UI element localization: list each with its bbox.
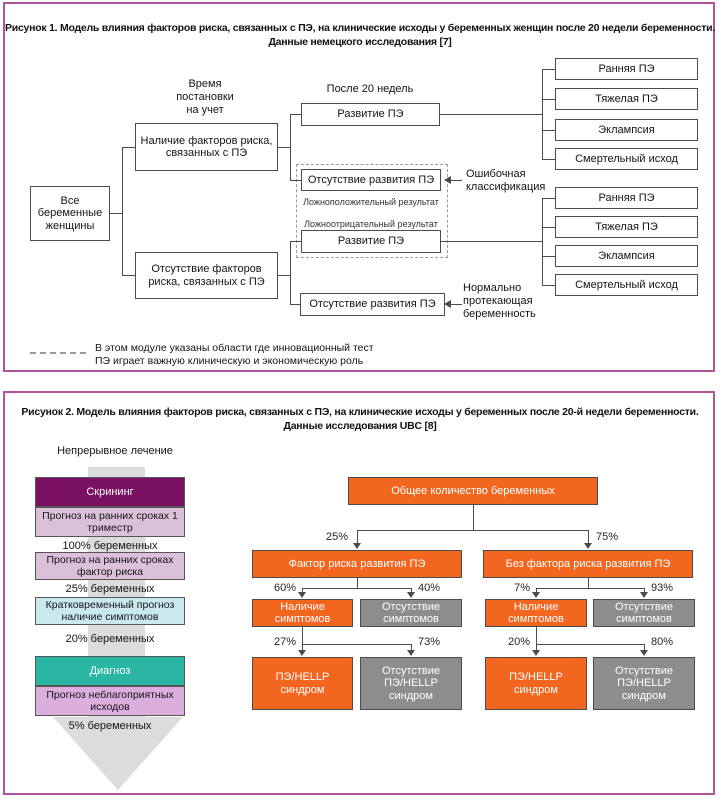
node-risk-factor: Фактор риска развития ПЭ	[252, 550, 462, 578]
arrow-down-icon	[407, 650, 415, 656]
connector-line	[536, 644, 644, 645]
figure2-title-line2: Данные исследования UBC [8]	[283, 420, 437, 432]
arrow-down-icon	[532, 650, 540, 656]
label-continuous-treatment: Непрерывное лечение	[57, 445, 173, 457]
label-no-risk-no-symptoms-pct: 93%	[651, 582, 674, 594]
connector-line	[290, 114, 291, 181]
connector-line	[122, 147, 123, 275]
connector-line	[440, 114, 542, 115]
connector-line	[536, 627, 537, 650]
arrow-down-icon	[532, 592, 540, 598]
connector-line	[536, 588, 644, 589]
step-early-prognosis-risk-factor: Прогноз на ранних сроках фактор риска	[35, 552, 185, 580]
connector-line	[588, 530, 589, 543]
connector-line	[290, 304, 300, 305]
outcome-box: Тяжелая ПЭ	[555, 88, 698, 110]
connector-line	[357, 578, 358, 588]
label-risk-no-symptoms-pct: 40%	[418, 582, 441, 594]
node-no-pe-hellp-right: Отсутствие ПЭ/HELLP синдром	[593, 657, 695, 710]
connector-line	[302, 627, 303, 650]
label-normal-pregnancy: Нормально протекающая беременность	[463, 282, 536, 320]
legend-line1: В этом модуле указаны области где инновационный тест	[95, 342, 374, 354]
label-risk-branch-pct: 25%	[325, 531, 348, 543]
outcome-box: Ранняя ПЭ	[555, 187, 698, 209]
arrow-left-icon	[444, 176, 451, 184]
label-registration-time: Время постановки на учет	[176, 78, 234, 116]
connector-line	[542, 198, 543, 286]
connector-line	[451, 180, 462, 181]
box-pe-development-2: Развитие ПЭ	[301, 230, 441, 253]
box-all-pregnant: Все беременные женщины	[30, 186, 110, 241]
node-symptoms-present-left: Наличие симптомов	[252, 599, 353, 627]
label-after-20-weeks: После 20 недель	[326, 83, 414, 95]
connector-line	[122, 147, 135, 148]
connector-line	[542, 159, 555, 160]
legend-dash-swatch	[30, 352, 86, 354]
node-total-pregnant: Общее количество беременных	[348, 477, 598, 505]
label-no-risk-no-pe-pct: 80%	[651, 636, 674, 648]
node-pe-hellp-right: ПЭ/HELLP синдром	[485, 657, 587, 710]
connector-line	[451, 304, 462, 305]
arrow-down-icon	[298, 592, 306, 598]
connector-line	[122, 275, 135, 276]
step-diagnosis: Диагноз	[35, 656, 185, 686]
figure2-title-line1: Рисунок 2. Модель влияния факторов риска, связанных с ПЭ, на клинические исходы у беременных после 20-й недели беременности.	[21, 406, 699, 418]
label-pct-20: 20% беременных	[65, 633, 155, 645]
label-pct-100: 100% беременных	[62, 540, 158, 552]
arrow-down-icon	[298, 650, 306, 656]
label-pct-25: 25% беременных	[65, 583, 155, 595]
arrow-down-icon	[640, 592, 648, 598]
arrow-down-icon	[640, 650, 648, 656]
connector-line	[542, 69, 555, 70]
outcome-box: Ранняя ПЭ	[555, 58, 698, 80]
connector-line	[290, 114, 301, 115]
label-pct-5: 5% беременных	[68, 720, 152, 732]
outcome-box: Эклампсия	[555, 245, 698, 267]
arrow-down-icon	[353, 543, 361, 549]
connector-line	[278, 275, 290, 276]
arrow-down-icon	[584, 543, 592, 549]
box-no-pe-development-2: Отсутствие развития ПЭ	[300, 293, 445, 316]
label-no-risk-pe-pct: 20%	[507, 636, 530, 648]
arrow-left-icon	[444, 300, 451, 308]
connector-line	[542, 130, 555, 131]
node-symptoms-present-right: Наличие симптомов	[485, 599, 587, 627]
node-no-risk-factor: Без фактора риска развития ПЭ	[483, 550, 693, 578]
box-pe-development-1: Развитие ПЭ	[301, 103, 440, 126]
label-misclassification: Ошибочная классификация	[466, 168, 546, 193]
label-no-risk-branch-pct: 75%	[596, 531, 619, 543]
node-symptoms-absent-right: Отсутствие симптомов	[593, 599, 695, 627]
connector-line	[542, 256, 555, 257]
connector-line	[278, 147, 290, 148]
arrow-down-icon	[407, 592, 415, 598]
node-pe-hellp-left: ПЭ/HELLP синдром	[252, 657, 353, 710]
legend-line2: ПЭ играет важную клиническую и экономическую роль	[95, 355, 364, 367]
step-short-term-prognosis: Кратковременный прогноз наличие симптомов	[35, 597, 185, 625]
outcome-box: Тяжелая ПЭ	[555, 216, 698, 238]
connector-line	[110, 213, 122, 214]
connector-line	[588, 578, 589, 588]
label-no-risk-symptoms-pct: 7%	[514, 582, 530, 594]
label-risk-symptoms-pct: 60%	[273, 582, 296, 594]
connector-line	[473, 505, 474, 530]
label-false-negative: Ложноотрицательный результат	[304, 219, 438, 229]
connector-line	[357, 530, 358, 543]
connector-line	[542, 99, 555, 100]
step-adverse-outcomes-prognosis: Прогноз неблагоприятных исходов	[35, 686, 185, 716]
figure1-title-line1: Рисунок 1. Модель влияния факторов риска, связанных с ПЭ, на клинические исходы у беременных женщин после 20 недели беременности.	[5, 22, 715, 34]
connector-line	[441, 241, 542, 242]
box-risk-absent: Отсутствие факторов риска, связанных с ПЭ	[135, 252, 278, 299]
node-no-pe-hellp-left: Отсутствие ПЭ/HELLP синдром	[360, 657, 462, 710]
figure1-title-line2: Данные немецкого исследования [7]	[268, 36, 452, 48]
node-symptoms-absent-left: Отсутствие симптомов	[360, 599, 462, 627]
label-risk-pe-pct: 27%	[273, 636, 296, 648]
step-screening: Скрининг	[35, 477, 185, 507]
connector-line	[290, 241, 301, 242]
connector-line	[302, 644, 411, 645]
box-risk-present: Наличие факторов риска, связанных с ПЭ	[135, 123, 278, 171]
connector-line	[357, 530, 588, 531]
outcome-box: Эклампсия	[555, 119, 698, 141]
connector-line	[542, 227, 555, 228]
connector-line	[290, 241, 291, 305]
outcome-box: Смертельный исход	[555, 148, 698, 170]
connector-line	[302, 588, 411, 589]
step-early-prognosis-trimester: Прогноз на ранних сроках 1 триместр	[35, 507, 185, 537]
outcome-box: Смертельный исход	[555, 274, 698, 296]
connector-line	[542, 69, 543, 160]
box-no-pe-development-1: Отсутствие развития ПЭ	[301, 169, 441, 191]
label-false-positive: Ложноположительный результат	[303, 197, 439, 207]
connector-line	[290, 180, 301, 181]
connector-line	[542, 198, 555, 199]
label-risk-no-pe-pct: 73%	[418, 636, 441, 648]
